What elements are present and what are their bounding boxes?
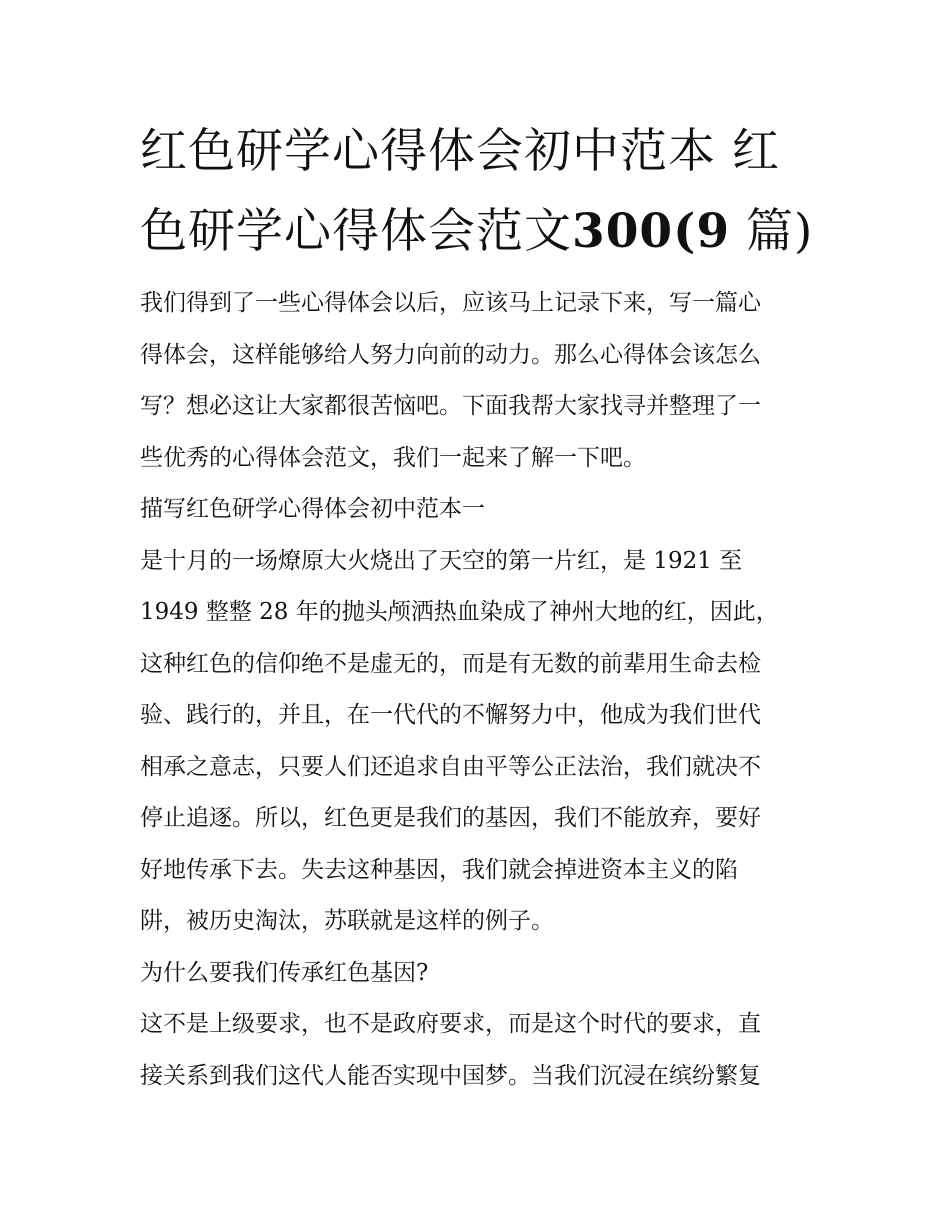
document-title <box>140 112 820 272</box>
text-line: 为什么要我们传承红色基因? <box>140 959 429 986</box>
text-line: 相承之意志，只要人们还追求自由平等公正法治，我们就决不 <box>140 753 761 780</box>
text-line: 接关系到我们这代人能否实现中国梦。当我们沉浸在缤纷繁复 <box>140 1062 761 1089</box>
document-page <box>140 112 820 1102</box>
text-line: 写？想必这让大家都很苦恼吧。下面我帮大家找寻并整理了一 <box>140 393 761 419</box>
intro-paragraph <box>140 278 820 484</box>
text-line: 这不是上级要求，也不是政府要求，而是这个时代的要求，直 <box>140 1011 761 1037</box>
text-line: 描写红色研学心得体会初中范本一 <box>140 496 485 522</box>
text-line: 我们得到了一些心得体会以后，应该马上记录下来，写一篇心 <box>140 290 761 316</box>
title-line: 色研学心得体会范文300(9 篇) <box>140 204 814 259</box>
text-line: 阱，被历史淘汰，苏联就是这样的例子。 <box>140 908 554 934</box>
text-line: 是十月的一场燎原大火烧出了天空的第一片红，是 1921 至 <box>140 547 743 574</box>
question-heading <box>140 948 820 1000</box>
title-line: 红色研学心得体会初中范本 红 <box>140 124 780 179</box>
body-paragraph <box>140 536 820 948</box>
text-line: 停止追逐。所以，红色更是我们的基因，我们不能放弃，要好 <box>140 805 761 831</box>
text-line: 得体会，这样能够给人努力向前的动力。那么心得体会该怎么 <box>140 341 761 368</box>
text-line: 1949 整整 28 年的抛头颅洒热血染成了神州大地的红，因此， <box>140 599 779 625</box>
text-line: 些优秀的心得体会范文，我们一起来了解一下吧。 <box>140 444 646 471</box>
section-heading <box>140 484 820 536</box>
body-paragraph <box>140 999 820 1102</box>
title-number: 300(9 <box>572 204 731 259</box>
text-line: 验、践行的，并且，在一代代的不懈努力中，他成为我们世代 <box>140 702 761 728</box>
text-line: 好地传承下去。失去这种基因，我们就会掉进资本主义的陷 <box>140 856 738 883</box>
text-line: 这种红色的信仰绝不是虚无的，而是有无数的前辈用生命去检 <box>140 650 761 677</box>
